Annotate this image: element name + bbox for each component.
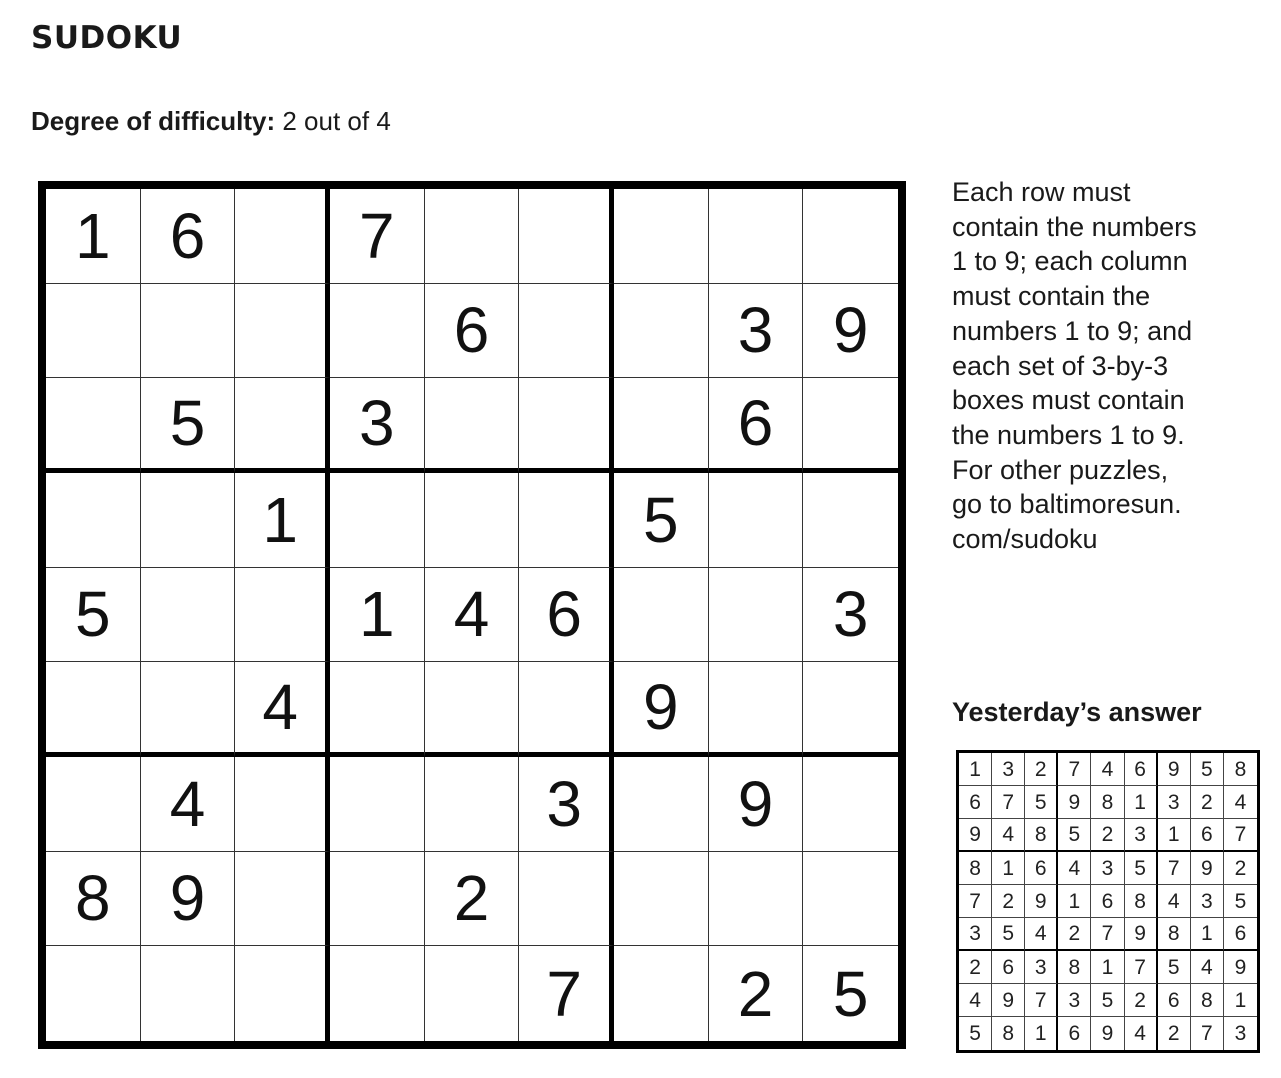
answer-cell: 2	[1224, 852, 1257, 885]
answer-cell: 7	[1191, 1017, 1224, 1050]
answer-cell: 9	[1191, 852, 1224, 885]
puzzle-cell[interactable]	[803, 852, 898, 947]
puzzle-cell[interactable]	[614, 568, 709, 663]
puzzle-cell[interactable]	[425, 662, 520, 757]
answer-cell: 3	[1025, 951, 1058, 984]
yesterdays-answer-grid	[956, 750, 1260, 1053]
puzzle-cell[interactable]	[709, 473, 804, 568]
answer-cell: 8	[1158, 918, 1191, 951]
puzzle-cell[interactable]	[425, 189, 520, 284]
puzzle-cell[interactable]	[141, 946, 236, 1041]
answer-cell: 3	[1158, 786, 1191, 819]
puzzle-cell[interactable]: 8	[46, 852, 141, 947]
puzzle-cell[interactable]	[614, 757, 709, 852]
answer-cell: 9	[1058, 786, 1091, 819]
puzzle-cell[interactable]	[141, 662, 236, 757]
answer-cell: 8	[959, 852, 992, 885]
answer-cell: 3	[1091, 852, 1124, 885]
answer-cell: 2	[992, 885, 1025, 918]
puzzle-cell[interactable]: 3	[519, 757, 614, 852]
answer-cell: 6	[1058, 1017, 1091, 1050]
puzzle-cell[interactable]	[614, 284, 709, 379]
answer-cell: 2	[1191, 786, 1224, 819]
puzzle-cell[interactable]: 7	[330, 189, 425, 284]
puzzle-cell[interactable]	[425, 473, 520, 568]
answer-cell: 5	[1125, 852, 1158, 885]
difficulty-label: Degree of difficulty:	[31, 106, 276, 136]
answer-cell: 9	[1224, 951, 1257, 984]
answer-cell: 9	[992, 984, 1025, 1017]
instructions-line: 1 to 9; each column	[952, 246, 1188, 277]
puzzle-cell[interactable]	[235, 284, 330, 379]
puzzle-cell[interactable]	[614, 189, 709, 284]
answer-cell: 4	[959, 984, 992, 1017]
answer-cell: 3	[959, 918, 992, 951]
answer-cell: 7	[992, 786, 1025, 819]
answer-cell: 5	[1191, 753, 1224, 786]
answer-cell: 3	[1058, 984, 1091, 1017]
puzzle-cell[interactable]	[330, 662, 425, 757]
answer-cell: 2	[1091, 819, 1124, 852]
puzzle-cell[interactable]	[46, 473, 141, 568]
instructions-line: For other puzzles,	[952, 454, 1169, 485]
puzzle-cell[interactable]	[141, 568, 236, 663]
answer-cell: 8	[1058, 951, 1091, 984]
puzzle-cell[interactable]	[46, 946, 141, 1041]
puzzle-cell[interactable]: 9	[614, 662, 709, 757]
puzzle-cell[interactable]	[803, 378, 898, 473]
answer-cell: 5	[1058, 819, 1091, 852]
answer-cell: 9	[1158, 753, 1191, 786]
answer-cell: 7	[1091, 918, 1124, 951]
answer-cell: 1	[1224, 984, 1257, 1017]
puzzle-cell[interactable]: 6	[141, 189, 236, 284]
puzzle-cell[interactable]: 4	[141, 757, 236, 852]
answer-cell: 9	[959, 819, 992, 852]
puzzle-cell[interactable]	[709, 852, 804, 947]
puzzle-cell[interactable]: 5	[614, 473, 709, 568]
puzzle-cell[interactable]	[330, 757, 425, 852]
puzzle-cell[interactable]	[519, 662, 614, 757]
puzzle-cell[interactable]: 7	[519, 946, 614, 1041]
puzzle-cell[interactable]: 4	[425, 568, 520, 663]
answer-cell: 5	[1091, 984, 1124, 1017]
instructions-line: each set of 3-by-3	[952, 350, 1169, 381]
puzzle-cell[interactable]: 3	[803, 568, 898, 663]
answer-cell: 3	[1234, 1022, 1247, 1045]
answer-cell: 3	[1191, 885, 1224, 918]
puzzle-cell[interactable]	[46, 757, 141, 852]
puzzle-cell[interactable]	[46, 378, 141, 473]
puzzle-cell[interactable]: 3	[709, 284, 804, 379]
puzzle-cell[interactable]	[709, 662, 804, 757]
answer-cell: 1	[1091, 951, 1124, 984]
answer-cell: 1	[992, 852, 1025, 885]
answer-cell: 6	[959, 786, 992, 819]
puzzle-cell[interactable]: 2	[425, 852, 520, 947]
instructions-line: Each row must	[952, 177, 1131, 207]
puzzle-cell[interactable]	[425, 757, 520, 852]
answer-cell: 9	[1125, 918, 1158, 951]
puzzle-cell[interactable]: 1	[235, 473, 330, 568]
puzzle-cell[interactable]: 5	[832, 957, 869, 1030]
puzzle-cell[interactable]	[803, 189, 898, 284]
answer-cell: 5	[1025, 786, 1058, 819]
puzzle-cell[interactable]: 4	[235, 662, 330, 757]
puzzle-cell[interactable]	[519, 284, 614, 379]
puzzle-cell[interactable]	[46, 284, 141, 379]
puzzle-cell[interactable]	[803, 757, 898, 852]
answer-cell: 8	[1091, 786, 1124, 819]
puzzle-cell[interactable]	[519, 852, 614, 947]
puzzle-cell[interactable]: 9	[709, 757, 804, 852]
answer-cell: 3	[1125, 819, 1158, 852]
puzzle-cell[interactable]	[330, 946, 425, 1041]
answer-cell: 9	[1091, 1017, 1124, 1050]
puzzle-cell[interactable]	[235, 757, 330, 852]
puzzle-cell[interactable]	[425, 946, 520, 1041]
instructions-line: the numbers 1 to 9.	[952, 419, 1185, 450]
answer-cell: 7	[1058, 753, 1091, 786]
instructions-line: com/sudoku	[952, 524, 1098, 555]
answer-cell: 7	[1224, 819, 1257, 852]
answer-cell: 6	[1224, 918, 1257, 951]
puzzle-cell[interactable]	[46, 662, 141, 757]
difficulty-line	[31, 106, 391, 137]
puzzle-cell[interactable]	[519, 189, 614, 284]
yesterdays-answer-title: Yesterday’s answer	[952, 697, 1202, 727]
answer-cell: 8	[1224, 753, 1257, 786]
instructions-line: must contain the	[952, 281, 1151, 312]
answer-cell: 5	[992, 918, 1025, 951]
puzzle-cell[interactable]: 3	[330, 378, 425, 473]
answer-cell: 6	[1125, 753, 1158, 786]
answer-cell: 2	[1125, 984, 1158, 1017]
puzzle-cell[interactable]	[235, 852, 330, 947]
answer-cell: 3	[992, 753, 1025, 786]
puzzle-cell[interactable]: 5	[46, 568, 141, 663]
puzzle-cell[interactable]: 6	[519, 568, 614, 663]
answer-cell: 1	[1191, 918, 1224, 951]
answer-cell: 1	[959, 753, 992, 786]
answer-cell: 4	[1224, 786, 1257, 819]
answer-cell: 4	[1191, 951, 1224, 984]
answer-cell: 8	[1191, 984, 1224, 1017]
answer-cell: 6	[1191, 819, 1224, 852]
sudoku-puzzle-grid	[38, 181, 906, 1049]
instructions-line: boxes must contain	[952, 385, 1185, 416]
instructions-line: numbers 1 to 9; and	[952, 315, 1193, 346]
answer-cell: 1	[1125, 786, 1158, 819]
answer-cell: 5	[1224, 885, 1257, 918]
puzzle-cell[interactable]	[235, 946, 330, 1041]
answer-cell: 8	[1025, 819, 1058, 852]
answer-cell: 5	[959, 1017, 992, 1050]
answer-cell: 1	[1025, 1017, 1058, 1050]
puzzle-cell[interactable]: 9	[141, 852, 236, 947]
puzzle-cell[interactable]	[709, 189, 804, 284]
answer-cell: 2	[1158, 1017, 1191, 1050]
puzzle-cell[interactable]	[425, 378, 520, 473]
puzzle-cell[interactable]	[235, 568, 330, 663]
puzzle-cell[interactable]	[519, 473, 614, 568]
answer-cell: 6	[1158, 984, 1191, 1017]
puzzle-cell[interactable]	[709, 568, 804, 663]
puzzle-cell[interactable]	[330, 852, 425, 947]
puzzle-cell[interactable]	[614, 852, 709, 947]
answer-cell: 6	[1091, 885, 1124, 918]
puzzle-cell[interactable]	[235, 378, 330, 473]
answer-cell: 7	[1125, 951, 1158, 984]
answer-cell: 6	[992, 951, 1025, 984]
answer-cell: 4	[1091, 753, 1124, 786]
answer-cell: 8	[1125, 885, 1158, 918]
puzzle-cell[interactable]: 2	[709, 946, 804, 1041]
puzzle-cell[interactable]	[141, 284, 236, 379]
answer-cell: 9	[1025, 885, 1058, 918]
answer-cell: 2	[1058, 918, 1091, 951]
answer-cell: 5	[1158, 951, 1191, 984]
answer-cell: 7	[959, 885, 992, 918]
answer-cell: 4	[1125, 1017, 1158, 1050]
difficulty-value: 2 out of 4	[275, 106, 391, 136]
answer-cell: 1	[1058, 885, 1091, 918]
puzzle-cell[interactable]: 1	[46, 189, 141, 284]
instructions-line: contain the numbers	[952, 211, 1197, 242]
puzzle-cell[interactable]: 5	[141, 378, 236, 473]
answer-cell: 6	[1025, 852, 1058, 885]
answer-cell: 4	[1025, 918, 1058, 951]
puzzle-cell[interactable]	[235, 189, 330, 284]
puzzle-cell[interactable]	[803, 662, 898, 757]
answer-cell: 8	[992, 1017, 1025, 1050]
instructions-text	[952, 175, 1252, 557]
puzzle-cell[interactable]	[141, 473, 236, 568]
answer-cell: 2	[959, 951, 992, 984]
answer-cell: 7	[1158, 852, 1191, 885]
puzzle-cell[interactable]	[519, 378, 614, 473]
answer-cell: 2	[1025, 753, 1058, 786]
answer-cell: 4	[1158, 885, 1191, 918]
puzzle-cell[interactable]: 6	[709, 378, 804, 473]
puzzle-cell[interactable]: 6	[425, 284, 520, 379]
puzzle-cell[interactable]: 1	[330, 568, 425, 663]
instructions-line: go to baltimoresun.	[952, 489, 1182, 520]
answer-cell: 1	[1158, 819, 1191, 852]
puzzle-cell[interactable]: 9	[803, 284, 898, 379]
page-title: SUDOKU	[31, 20, 183, 56]
answer-cell: 4	[992, 819, 1025, 852]
puzzle-cell[interactable]	[803, 473, 898, 568]
puzzle-cell[interactable]	[614, 378, 709, 473]
puzzle-cell[interactable]	[330, 473, 425, 568]
puzzle-cell[interactable]	[614, 946, 709, 1041]
answer-cell: 7	[1025, 984, 1058, 1017]
puzzle-cell[interactable]	[330, 284, 425, 379]
answer-cell: 4	[1058, 852, 1091, 885]
